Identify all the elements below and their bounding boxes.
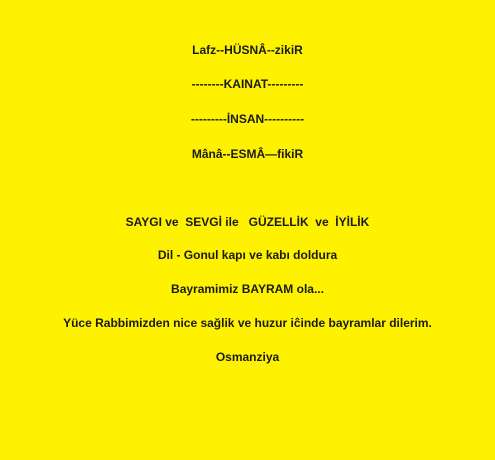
- message-line-wishes: Yüce Rabbimizden nice sağlik ve huzur iĉinde bayramlar dilerim.: [63, 316, 432, 330]
- message-line-bayram: Bayramimiz BAYRAM ola...: [171, 282, 324, 296]
- verse-line-insan: ---------İNSAN----------: [190, 112, 305, 126]
- message-line-virtues: SAYGI ve SEVGİ ile GÜZELLİK ve İYİLİK: [125, 215, 370, 229]
- verse-line-esma: Mânâ--ESMÂ—fikiR: [191, 147, 304, 161]
- verse-line-husna: Lafz--HÜSNÂ--zikiR: [192, 43, 303, 57]
- message-line-heart: Dil - Gonul kapı ve kabı doldura: [157, 248, 338, 262]
- signature-text: Osmanziya: [215, 350, 280, 364]
- verse-line-kainat: --------KAINAT---------: [191, 77, 304, 91]
